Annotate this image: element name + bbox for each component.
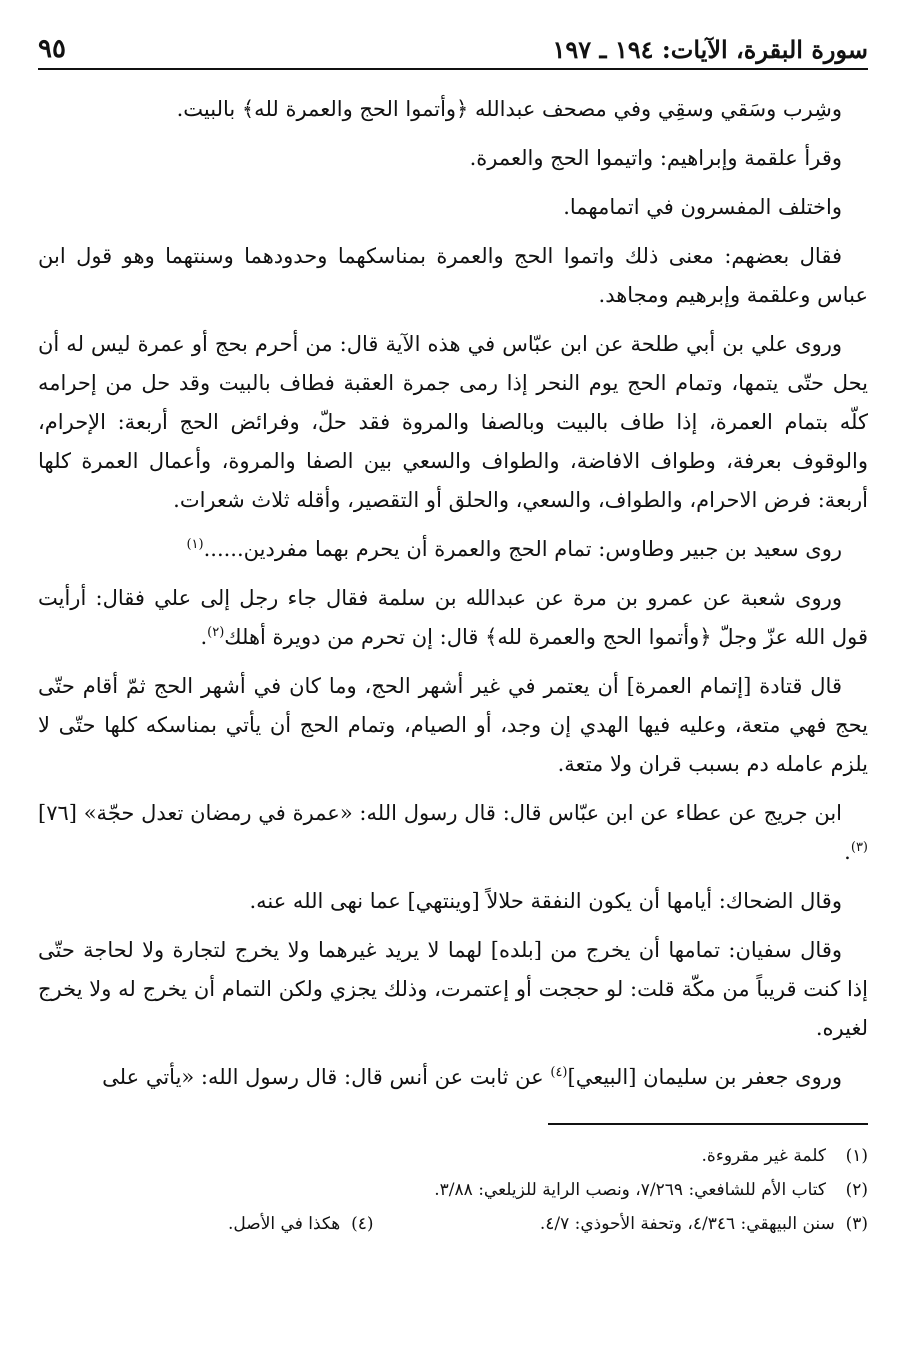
footnote-ref: (٤): [550, 1065, 568, 1080]
footnote: (١) كلمة غير مقروءة.: [701, 1146, 868, 1166]
paragraph: وروى جعفر بن سليمان [البيعي]$^{(٤)}$ عن ثابت عن أنس قال: قال رسول الله: «يأتي على: [102, 1065, 842, 1089]
paragraph: روى سعيد بن جبير وطاوس: تمام الحج والعمرة أن يحرم بهما مفردين......$^{(١)}$: [186, 537, 842, 561]
paragraph: واختلف المفسرون في اتمامهما.: [563, 195, 842, 219]
paragraph: وروى علي بن أبي طلحة عن ابن عبّاس في هذه الآية قال: من أحرم بحج أو عمرة ليس له أن يحل حتّى يتمها، وتمام الحج يوم النحر إذا رمى جمرة العقبة فطاف بالبيت وقد حل من إحرامه كلّه بتمام العمرة، إذا طاف بالبيت وبالصفا والمروة فقد حلّ، وفرائض الحج أربعة: الإحرام، والوقوف بعرفة، وطواف الافاضة، والطواف والسعي بين الصفا والمروة، وأعمال العمرة كلها أربعة: فرض الاحرام، والطواف، والسعي، والحلق أو التقصير، وأقله ثلاث شعرات.: [38, 332, 868, 512]
footnote: (٢) كتاب الأم للشافعي: ٧/٢٦٩، ونصب الراية للزيلعي: ٣/٨٨.: [434, 1180, 868, 1200]
paragraph: قال قتادة [إتمام العمرة] أن يعتمر في غير أشهر الحج، وما كان في أشهر الحج ثمّ أقام حتّى يحج فهي متعة، وعليه فيها الهدي إن وجد، أو الصيام، وتمام الحج أن يأتي بمناسكه كلها حتّى لا يلزم عامله دم بسبب قران ولا متعة.: [38, 674, 868, 776]
page: [38, 24, 868, 1344]
footnote-ref: (٢): [207, 625, 225, 640]
paragraph: وقال الضحاك: أيامها أن يكون النفقة حلالاً [وينتهي] عما نهى الله عنه.: [249, 889, 842, 913]
footnote-divider: [548, 1123, 868, 1125]
paragraph: وقرأ علقمة وإبراهيم: واتيموا الحج والعمرة.: [469, 146, 842, 170]
footnotes: [38, 1139, 868, 1241]
paragraph: وشِرب وسَقي وسقِي وفي مصحف عبدالله ﴿وأتموا الحج والعمرة لله﴾ بالبيت.: [176, 97, 842, 121]
paragraph: وقال سفيان: تمامها أن يخرج من [بلده] لهما لا يريد غيرهما ولا يخرج لتجارة ولا لحاجة حتّى إذا كنت قريباً من مكّة قلت: لو حججت أو إعتمرت، وذلك يجزي ولكن التمام أن يخرج له ولا يخرج لغيره.: [38, 938, 868, 1040]
running-title: سورة البقرة، الآيات: ١٩٤ ـ ١٩٧: [552, 35, 868, 64]
paragraph: وروى شعبة عن عمرو بن مرة عن عبدالله بن سلمة فقال جاء رجل إلى علي فقال: أرأيت قول الله عزّ وجلّ ﴿وأتموا الحج والعمرة لله﴾ قال: إن تحرم من دويرة أهلك$^{(٢)}$.: [38, 586, 868, 649]
footnote-ref: (١): [186, 537, 204, 552]
footnote-row: (٣) سنن البيهقي: ٤/٣٤٦، وتحفة الأحوذي: ٤/٧. (٤) هكذا في الأصل.: [228, 1214, 868, 1234]
paragraph: ابن جريج عن عطاء عن ابن عبّاس قال: قال رسول الله: «عمرة في رمضان تعدل حجّة» [٧٦]$^{(٣)}$.: [38, 801, 868, 864]
page-number: ٩٥: [38, 34, 66, 64]
paragraph: فقال بعضهم: معنى ذلك واتموا الحج والعمرة بمناسكهما وحدودهما وسنتهما وهو قول ابن عباس وعلقمة وإبرهيم ومجاهد.: [38, 244, 868, 307]
page-header: [38, 24, 868, 70]
footnote-ref: (٣): [850, 840, 868, 855]
main-text: [38, 90, 868, 1097]
